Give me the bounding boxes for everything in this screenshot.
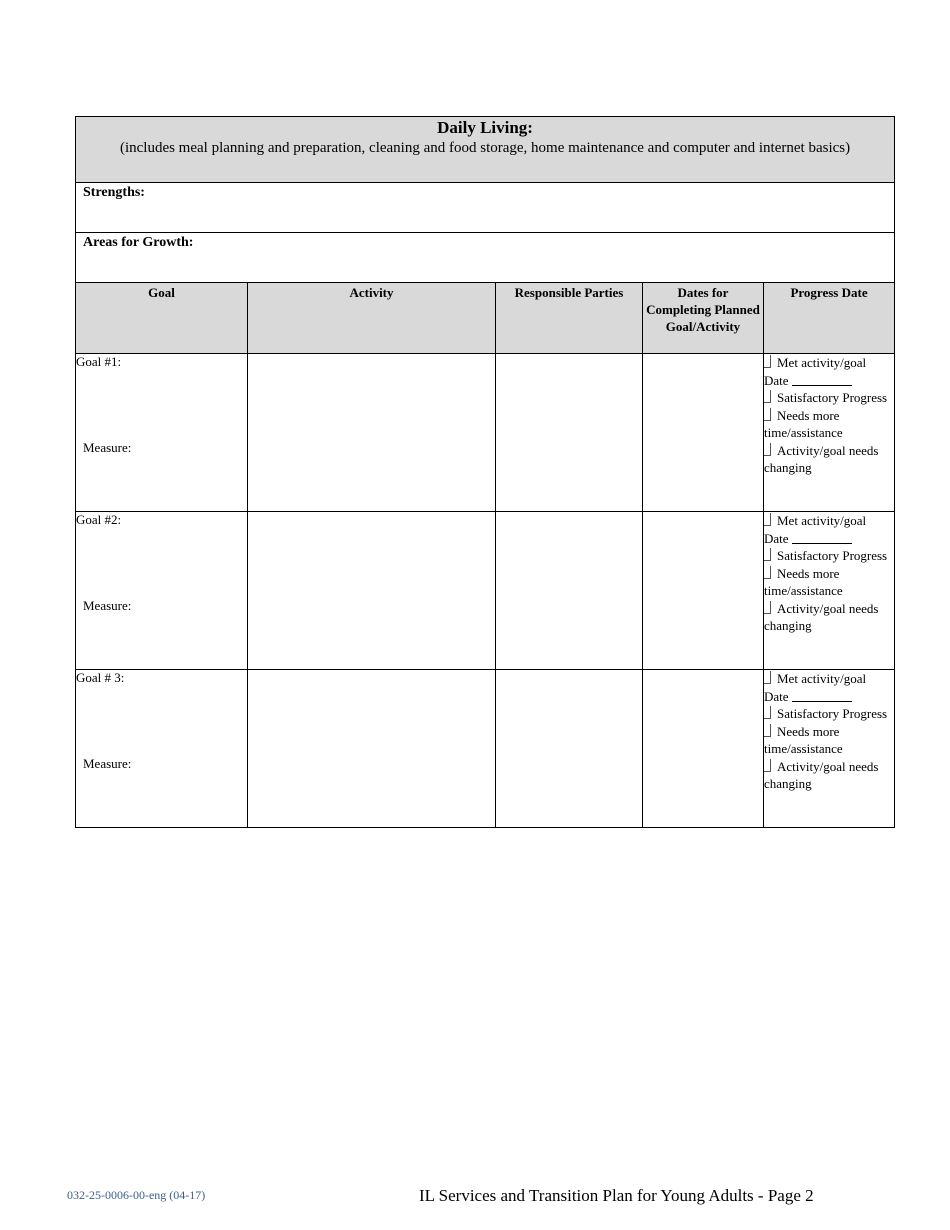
- responsible-cell[interactable]: [496, 512, 643, 670]
- progress-cell: [764, 670, 895, 828]
- activity-cell[interactable]: [248, 354, 496, 512]
- date-blank[interactable]: [792, 531, 852, 544]
- progress-option-met[interactable]: Met activity/goal: [764, 512, 894, 530]
- dates-cell[interactable]: [643, 670, 764, 828]
- activity-cell[interactable]: [248, 670, 496, 828]
- checkbox-icon[interactable]: [764, 706, 771, 719]
- column-header-dates: Dates for Completing Planned Goal/Activity: [643, 283, 764, 354]
- section-subtitle: (includes meal planning and preparation, cleaning and food storage, home maintenance and computer and internet basics): [119, 140, 851, 156]
- progress-option-needs-changing[interactable]: Activity/goal needs changing: [764, 758, 879, 791]
- daily-living-table: [75, 116, 895, 828]
- checkbox-icon[interactable]: [764, 443, 771, 456]
- responsible-cell[interactable]: [496, 354, 643, 512]
- section-header: [76, 117, 895, 183]
- section-title: Daily Living:: [437, 118, 533, 137]
- table-row: [76, 354, 895, 512]
- checkbox-icon[interactable]: [764, 390, 771, 403]
- checkbox-icon[interactable]: [764, 355, 771, 368]
- checkbox-icon[interactable]: [764, 513, 771, 526]
- growth-label: Areas for Growth:: [83, 235, 194, 250]
- column-header-activity: Activity: [248, 283, 496, 354]
- strengths-label: Strengths:: [83, 185, 145, 200]
- responsible-cell[interactable]: [496, 670, 643, 828]
- checkbox-icon[interactable]: [764, 671, 771, 684]
- goal-label: Goal # 3:: [76, 670, 125, 685]
- goal-label: Goal #1:: [76, 354, 122, 369]
- dates-cell[interactable]: [643, 354, 764, 512]
- date-blank[interactable]: [792, 373, 852, 386]
- progress-option-needs-changing[interactable]: Activity/goal needs changing: [764, 442, 879, 475]
- progress-option-met[interactable]: Met activity/goal: [764, 670, 894, 688]
- goal-cell[interactable]: [76, 354, 248, 512]
- form-number: 032-25-0006-00-eng (04-17): [67, 1188, 206, 1202]
- goal-label: Goal #2:: [76, 512, 122, 527]
- progress-date[interactable]: Date: [764, 530, 894, 548]
- table-row: [76, 512, 895, 670]
- checkbox-icon[interactable]: [764, 566, 771, 579]
- measure-label: Measure:: [83, 756, 132, 771]
- progress-option-met[interactable]: Met activity/goal: [764, 354, 894, 372]
- progress-option-needs-more[interactable]: Needs more time/assistance: [764, 723, 843, 756]
- progress-option-needs-changing[interactable]: Activity/goal needs changing: [764, 600, 879, 633]
- checkbox-icon[interactable]: [764, 724, 771, 737]
- dates-cell[interactable]: [643, 512, 764, 670]
- progress-date[interactable]: Date: [764, 372, 894, 390]
- progress-option-satisfactory[interactable]: Satisfactory Progress: [764, 705, 894, 723]
- measure-label: Measure:: [83, 598, 132, 613]
- progress-date[interactable]: Date: [764, 688, 894, 706]
- strengths-field[interactable]: [76, 183, 895, 233]
- checkbox-icon[interactable]: [764, 548, 771, 561]
- goal-cell[interactable]: [76, 670, 248, 828]
- checkbox-icon[interactable]: [764, 759, 771, 772]
- column-header-goal: Goal: [76, 283, 248, 354]
- date-blank[interactable]: [792, 689, 852, 702]
- progress-option-needs-more[interactable]: Needs more time/assistance: [764, 407, 843, 440]
- progress-cell: [764, 354, 895, 512]
- progress-option-satisfactory[interactable]: Satisfactory Progress: [764, 547, 894, 565]
- activity-cell[interactable]: [248, 512, 496, 670]
- progress-option-satisfactory[interactable]: Satisfactory Progress: [764, 389, 894, 407]
- goal-cell[interactable]: [76, 512, 248, 670]
- progress-cell: [764, 512, 895, 670]
- page-footer-title: IL Services and Transition Plan for Young Adults - Page 2: [419, 1186, 814, 1205]
- column-header-progress: Progress Date: [764, 283, 895, 354]
- progress-option-needs-more[interactable]: Needs more time/assistance: [764, 565, 843, 598]
- table-row: [76, 670, 895, 828]
- measure-label: Measure:: [83, 440, 132, 455]
- growth-field[interactable]: [76, 233, 895, 283]
- column-header-responsible: Responsible Parties: [496, 283, 643, 354]
- checkbox-icon[interactable]: [764, 601, 771, 614]
- checkbox-icon[interactable]: [764, 408, 771, 421]
